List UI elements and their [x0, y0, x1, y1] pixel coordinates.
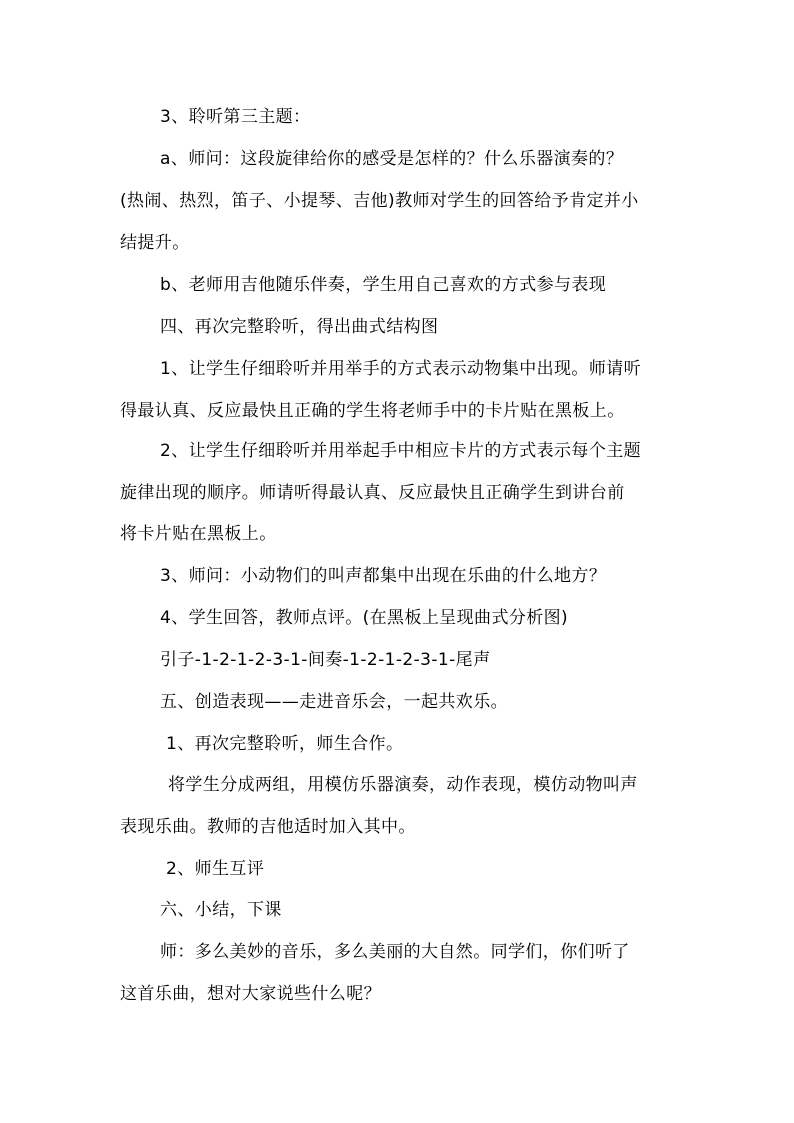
- paragraph: 这首乐曲，想对大家说些什么呢？: [120, 984, 381, 1004]
- paragraph: 4、学生回答，教师点评。(在黑板上呈现曲式分析图): [160, 608, 569, 628]
- form-structure-line: 引子-1-2-1-2-3-1-间奏-1-2-1-2-3-1-尾声: [160, 650, 491, 670]
- paragraph: (热闹、热烈，笛子、小提琴、吉他)教师对学生的回答给予肯定并小: [120, 191, 639, 211]
- paragraph: a、师问：这段旋律给你的感受是怎样的？什么乐器演奏的？: [160, 149, 624, 169]
- heading-third-theme: 3、聆听第三主题：: [160, 107, 311, 127]
- paragraph: 3、师问：小动物们的叫声都集中出现在乐曲的什么地方？: [160, 566, 607, 586]
- paragraph: 1、再次完整聆听，师生合作。: [166, 734, 404, 754]
- paragraph: 表现乐曲。教师的吉他适时加入其中。: [120, 817, 416, 837]
- paragraph: 1、让学生仔细聆听并用举手的方式表示动物集中出现。师请听: [160, 359, 642, 379]
- paragraph: 将卡片贴在黑板上。: [120, 524, 277, 544]
- paragraph: 得最认真、反应最快且正确的学生将老师手中的卡片贴在黑板上。: [120, 401, 625, 421]
- paragraph: 师：多么美妙的音乐，多么美丽的大自然。同学们，你们听了: [160, 942, 630, 962]
- section-heading: 六、小结，下课: [160, 900, 282, 920]
- paragraph: 2、师生互评: [166, 859, 265, 879]
- paragraph: 旋律出现的顺序。师请听得最认真、反应最快且正确学生到讲台前: [120, 483, 625, 503]
- paragraph: 结提升。: [120, 233, 190, 253]
- paragraph: 将学生分成两组，用模仿乐器演奏，动作表现，模仿动物叫声: [168, 775, 638, 795]
- section-heading: 四、再次完整聆听，得出曲式结构图: [160, 317, 439, 337]
- paragraph: 2、让学生仔细聆听并用举起手中相应卡片的方式表示每个主题: [160, 441, 642, 461]
- section-heading: 五、创造表现——走进音乐会，一起共欢乐。: [160, 692, 508, 712]
- paragraph: b、老师用吉他随乐伴奏，学生用自己喜欢的方式参与表现: [160, 275, 607, 295]
